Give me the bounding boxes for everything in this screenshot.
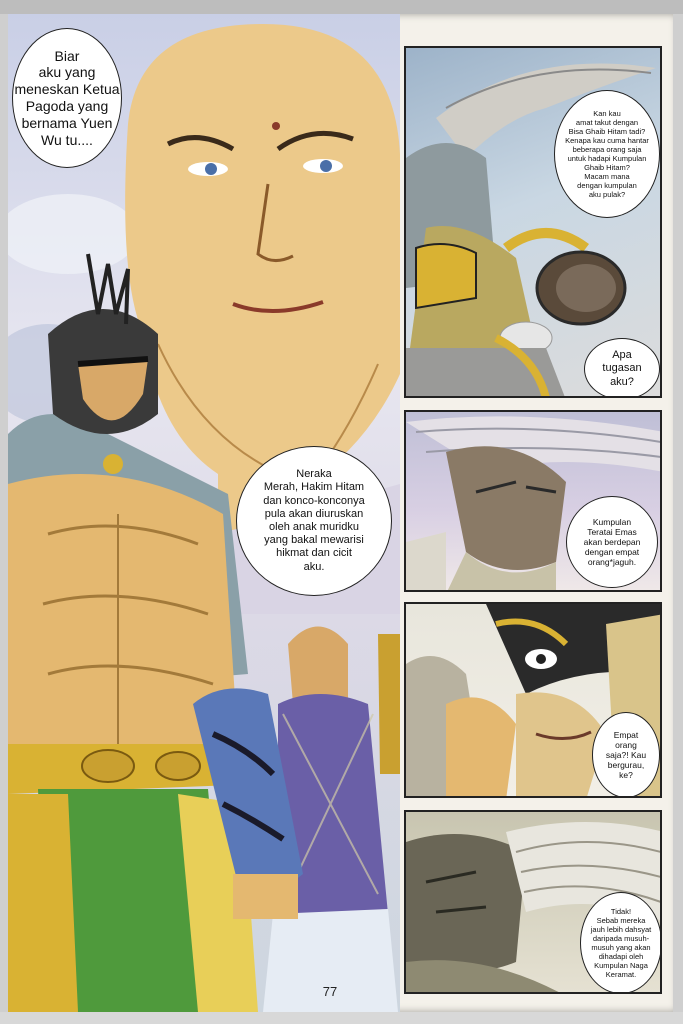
- speech-bubble-4: Apa tugasan aku?: [584, 338, 660, 398]
- splash-panel: [8, 14, 400, 1012]
- scan-border-top: [0, 0, 683, 14]
- comic-page: [8, 14, 673, 1012]
- scan-border-bottom: [0, 1012, 683, 1024]
- speech-bubble-1: Biar aku yang meneskan Ketua Pagoda yang bernama Yuen Wu tu....: [12, 28, 122, 168]
- panel-3-masked-warrior: [404, 602, 662, 798]
- speech-bubble-5: Kumpulan Teratai Emas akan berdepan dengan empat orang*jaguh.: [566, 496, 658, 588]
- page-number: 77: [322, 984, 338, 999]
- speech-bubble-2: Neraka Merah, Hakim Hitam dan konco-konconya pula akan diuruskan oleh anak muridku yang bakal mewarisi hikmat dan cicit aku.: [236, 446, 392, 596]
- panel-2-white-hair-closeup: [404, 410, 662, 592]
- speech-bubble-3: Kan kau amat takut dengan Bisa Ghaib Hitam tadi? Kenapa kau cuma hantar beberapa orang saja untuk hadapi Kumpulan Ghaib Hitam? Macam mana dengan kumpulan aku pulak?: [554, 90, 660, 218]
- speech-bubble-6: Empat orang saja?! Kau bergurau, ke?: [592, 712, 660, 798]
- speech-bubble-7: Tidak! Sebab mereka jauh lebih dahsyat daripada musuh- musuh yang akan dihadapi oleh Kumpulan Naga Keramat.: [580, 892, 662, 994]
- panel-1-white-hair-hero: [404, 46, 662, 398]
- panel-4-white-hair-profile: [404, 810, 662, 994]
